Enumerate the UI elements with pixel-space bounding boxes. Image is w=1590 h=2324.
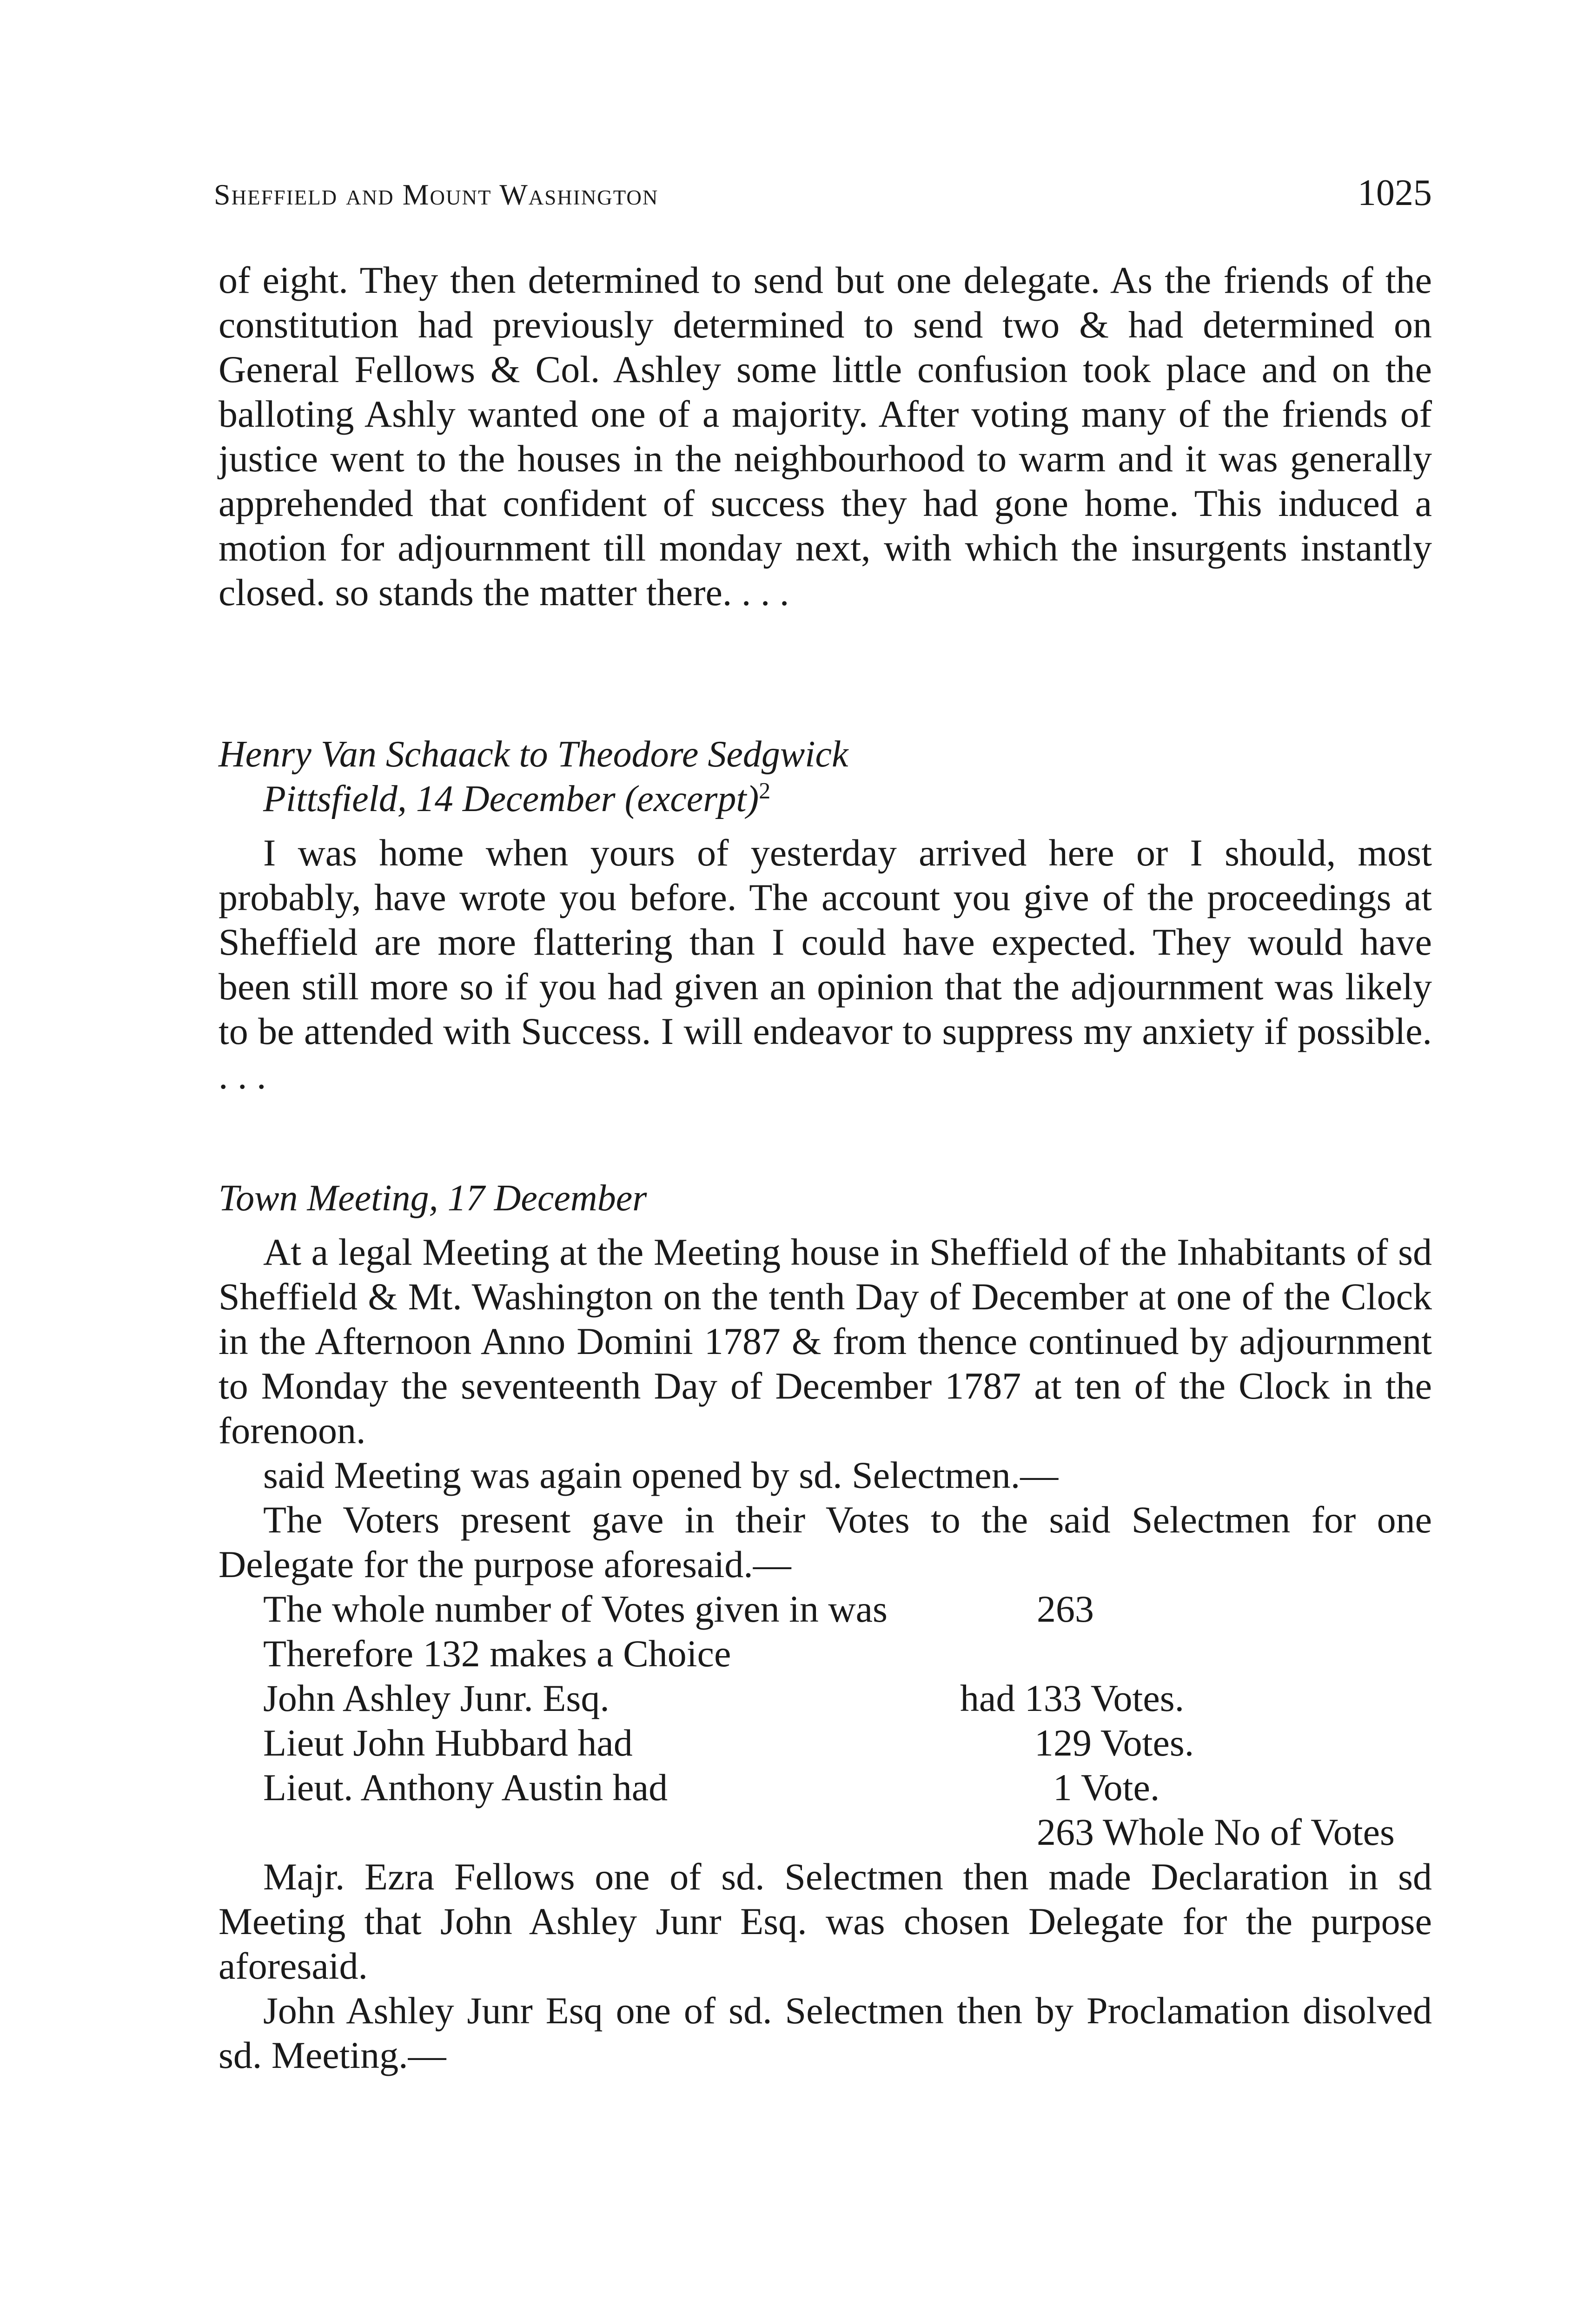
letter-section — [219, 732, 1432, 1098]
declaration-paragraph: Majr. Ezra Fellows one of sd. Selectmen then made Declaration in sd Meeting that John Ashley Junr Esq. was chosen Delegate for the purpose aforesaid. — [219, 1855, 1432, 1987]
candidate-votes: 1 Vote. — [1053, 1766, 1160, 1809]
vote-total-value: 263 — [1037, 1588, 1094, 1630]
vote-sum-line: 263 Whole No of Votes — [1037, 1811, 1395, 1853]
candidate-name: Lieut John Hubbard had — [263, 1722, 633, 1764]
candidate-name: Lieut. Anthony Austin had — [263, 1766, 668, 1809]
vote-total-label: The whole number of Votes given in was — [263, 1588, 888, 1630]
candidate-row — [219, 1765, 1432, 1810]
letter-heading-title: Henry Van Schaack to Theodore Sedgwick — [219, 734, 848, 775]
running-head — [214, 172, 1432, 223]
vote-sum-row — [219, 1810, 1432, 1855]
opening-paragraph: of eight. They then determined to send but one delegate. As the friends of the constitution had previously determined to send two & had determined on General Fellows & Col. Ashley some little confusion took place and on the balloting Ashly wanted one of a majority. After voting many of the friends of justice went to the houses in the neighbourhood to warm and it was generally apprehended that confident of success they had gone home. This induced a motion for adjournment till monday next, with which the insurgents instantly closed. so stands the matter there. . . . — [219, 259, 1432, 614]
town-meeting-section — [219, 1176, 1432, 2078]
letter-heading-place-date: Pittsfield, 14 December (excerpt) — [263, 779, 759, 819]
candidate-votes: had 133 Votes. — [960, 1677, 1185, 1719]
footnote-reference: 2 — [759, 777, 771, 804]
candidate-row — [219, 1676, 1432, 1721]
running-head-title: Sheffield and Mount Washington — [214, 178, 659, 211]
dissolution-paragraph: John Ashley Junr Esq one of sd. Selectmen then by Proclamation disolved sd. Meeting.— — [219, 1989, 1432, 2076]
letter-heading-dateline — [219, 777, 1432, 821]
page-number: 1025 — [1358, 172, 1432, 213]
town-meeting-heading: Town Meeting, 17 December — [219, 1178, 647, 1219]
vote-choice-label: Therefore 132 makes a Choice — [263, 1632, 731, 1675]
candidate-name: John Ashley Junr. Esq. — [263, 1677, 610, 1719]
vote-total-row — [219, 1587, 1432, 1631]
meeting-opened-paragraph: said Meeting was again opened by sd. Selectmen.— — [263, 1454, 1059, 1496]
opening-section — [219, 258, 1432, 615]
meeting-record-paragraph: At a legal Meeting at the Meeting house in Sheffield of the Inhabitants of sd Sheffield & Mt. Washington on the tenth Day of December at one of the Clock in the Afternoon Anno Domini 1787 & from thence continued by adjournment to Monday the seventeenth Day of December 1787 at ten of the Clock in the forenoon. — [219, 1231, 1432, 1452]
votes-given-paragraph: The Voters present gave in their Votes to the said Selectmen for one Delegate for the purpose aforesaid.— — [219, 1499, 1432, 1585]
vote-choice-row — [219, 1631, 1432, 1676]
candidate-row — [219, 1721, 1432, 1765]
candidate-votes: 129 Votes. — [1034, 1722, 1194, 1764]
letter-body-paragraph: I was home when yours of yesterday arrived here or I should, most probably, have wrote you before. The account you give of the proceedings at Sheffield are more flattering than I could have expected. They would have been still more so if you had given an opinion that the adjournment was likely to be attended with Success. I will endeavor to suppress my anxiety if possible. . . . — [219, 832, 1432, 1097]
vote-tally — [219, 1587, 1432, 1855]
